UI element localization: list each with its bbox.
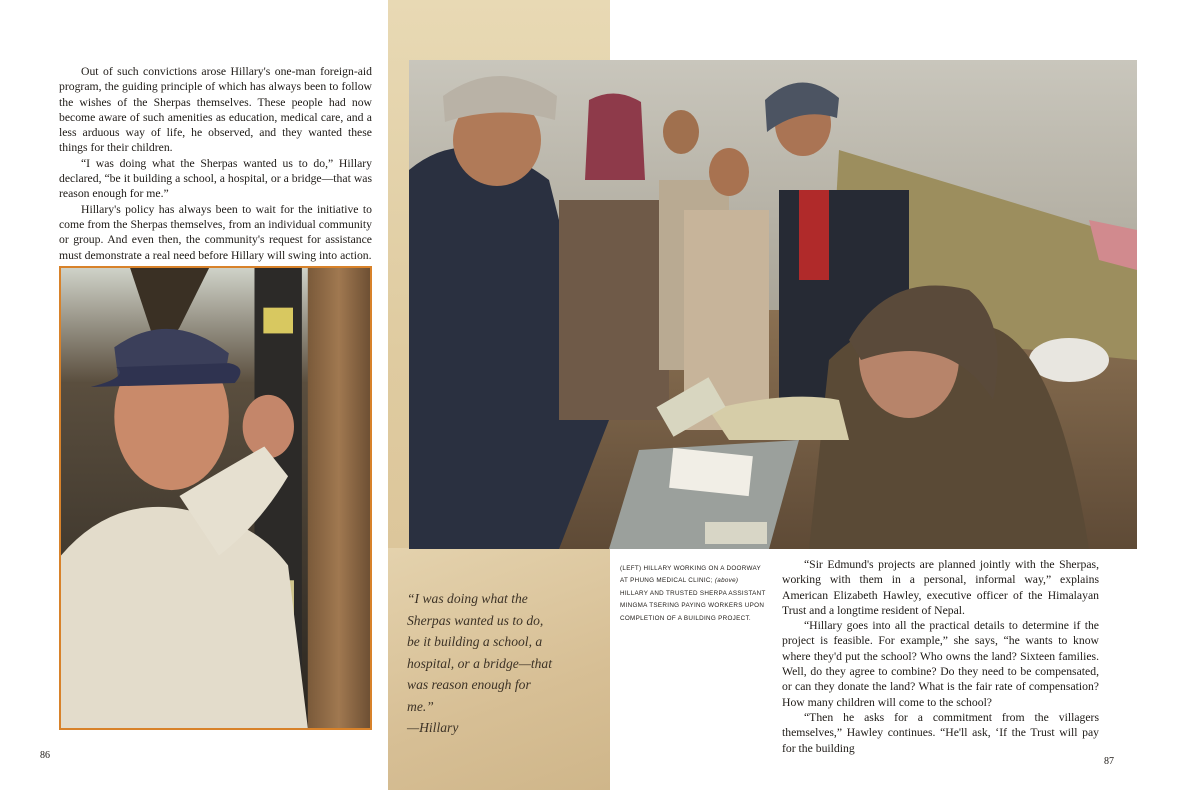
pull-quote-attribution: —Hillary: [407, 720, 459, 735]
left-body-text: [59, 64, 372, 263]
pull-quote-text: “I was doing what the Sherpas wanted us to do, be it building a school, a hospital, or a bridge—that was reason enough for me.”: [407, 591, 553, 714]
left-paragraph-3: Hillary's policy has always been to wait for the initiative to come from the Sherpas themselves, from an individual community or group. And even then, the community's request for assistance must demonstrate a real need before Hillary will swing into action.: [59, 202, 372, 262]
hillary-with-level-photo: [59, 266, 372, 730]
right-paragraph-2: “Hillary goes into all the practical details to determine if the project is feasible. For example,” she says, “he wants to know where they'd put the school? Who owns the land? Sixteen families. Well, do they agree to combine? Do they need to be compensated, or can they donate the land? What is the fair rate of compensation? How many children will come to the school?: [782, 619, 1099, 709]
pull-quote: [407, 588, 557, 739]
caption-part-2: HILLARY AND TRUSTED SHERPA ASSISTANT MINGMA TSERING PAYING WORKERS UPON COMPLETION OF A BUILDING PROJECT.: [620, 589, 766, 622]
left-paragraph-1: Out of such convictions arose Hillary's one-man foreign-aid program, the guiding principle of which has always been to follow the wishes of the Sherpas themselves. These people had now become aware of such amenities as education, medical care, and a less arduous way of life, he observed, and they wanted these things for their children.: [59, 65, 372, 155]
right-body-text: [782, 557, 1099, 756]
caption-part-1: (LEFT) HILLARY WORKING ON A DOORWAY AT PHUNG MEDICAL CLINIC;: [620, 565, 761, 585]
left-paragraph-2: “I was doing what the Sherpas wanted us to do,” Hillary declared, “be it building a school, a hospital, or a bridge—that was reason enough for me.”: [59, 156, 372, 201]
left-page-number: 86: [40, 750, 50, 761]
right-paragraph-3: “Then he asks for a commitment from the villagers themselves,” Hawley continues. “He'll ask, ‘If the Trust will pay for the building: [782, 710, 1099, 755]
right-paragraph-1: “Sir Edmund's projects are planned jointly with the Sherpas, working with them in a personal, informal way,” explains American Elizabeth Hawley, executive officer of the Himalayan Trust and a longtime resident of Nepal.: [782, 558, 1099, 617]
paying-workers-photo: [409, 60, 1137, 549]
photo-caption: [620, 563, 768, 625]
caption-above-label: (above): [714, 577, 739, 585]
right-page-number: 87: [1104, 756, 1114, 767]
